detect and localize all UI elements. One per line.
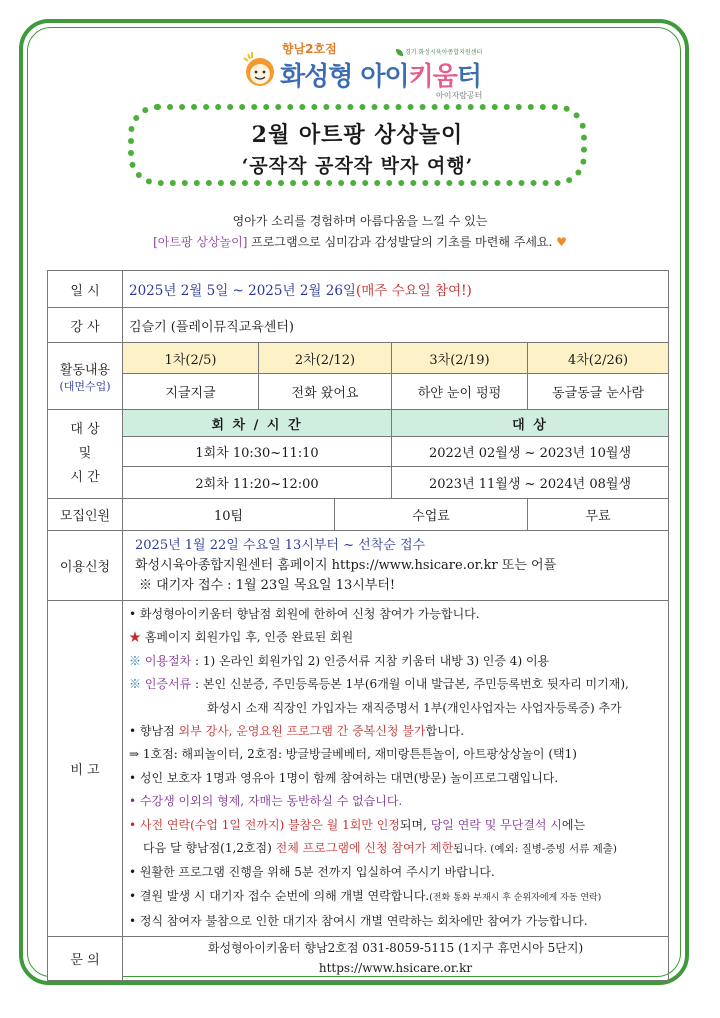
logo-title: 화성형 아이키움터 — [280, 62, 481, 92]
session-1: 1차(2/5) — [123, 343, 259, 374]
contact-label: 문 의 — [48, 936, 123, 980]
note-14: • 정식 참여자 불참으로 인한 대기자 참여시 개별 연락하는 회차에만 참여가 가능합니다. — [129, 914, 588, 929]
note-13: • 결원 발생 시 대기자 접수 순번에 의해 개별 연락합니다.(전화 통화 부재시 후 순위자에게 자동 연락) — [129, 888, 602, 903]
intro-line-1: 영아가 소리를 경험하며 아름다움을 느낄 수 있는 — [232, 214, 488, 228]
topic-4: 동글동글 눈사람 — [528, 374, 669, 410]
recruit-label: 모집인원 — [48, 499, 123, 531]
leaf-icon — [396, 49, 403, 56]
head-target: 대 상 — [392, 410, 669, 437]
apply-label: 이용신청 — [48, 531, 123, 601]
session-3: 3차(2/19) — [392, 343, 528, 374]
row-activity-topics — [48, 374, 669, 410]
apply-line-3: ※ 대기자 접수 : 1월 23일 목요일 13시부터! — [139, 577, 396, 593]
session-4: 4차(2/26) — [528, 343, 669, 374]
note-9: • 수강생 이외의 형제, 자매는 동반하실 수 없습니다. — [129, 794, 403, 809]
date-label: 일 시 — [48, 271, 123, 308]
contact-url[interactable]: https://www.hsicare.or.kr — [318, 961, 473, 976]
time-2: 2회차 11:20~12:00 — [123, 467, 392, 499]
note-7: ⇒ 1호점: 해피놀이터, 2호점: 방글방글베베터, 재미랑튼튼놀이, 아트팡상상놀이 (택1) — [129, 747, 577, 762]
note-10: • 사전 연락(수업 1일 전까지) 불참은 월 1회만 인정되며, 당일 연락 및 무단결석 시에는 — [129, 817, 586, 832]
notes-list — [123, 601, 669, 937]
head-time: 회 차 / 시 간 — [123, 410, 392, 437]
note-4: ※ 인증서류 : 본인 신분증, 주민등록등본 1부(6개월 이내 발급본, 주민등록번호 뒷자리 미기재), — [129, 677, 629, 692]
fee-value: 무료 — [528, 499, 669, 531]
heart-icon: ♥ — [556, 235, 567, 249]
target-2: 2023년 11월생 ~ 2024년 08월생 — [392, 467, 669, 499]
row-teacher — [48, 308, 669, 343]
info-table — [47, 270, 669, 981]
partner-logo: 경기 화성시육아종합지원센터 — [396, 47, 482, 56]
logo-tagline: 아이자람공터 — [436, 91, 483, 100]
row-apply — [48, 531, 669, 601]
time-1: 1회차 10:30~11:10 — [123, 437, 392, 467]
note-12: • 원활한 프로그램 진행을 위해 5분 전까지 입실하여 주시기 바랍니다. — [129, 865, 495, 880]
contact-line-1: 화성형아이키움터 향남2호점 031-8059-5115 (1지구 휴먼시아 5단지) — [207, 941, 584, 956]
note-2: ★ 홈페이지 회원가입 후, 인증 완료된 회원 — [129, 630, 354, 645]
apply-line-1: 2025년 1월 22일 수요일 13시부터 ~ 선착순 접수 — [135, 537, 426, 553]
row-date — [48, 271, 669, 308]
note-8: • 성인 보호자 1명과 영유아 1명이 함께 참여하는 대면(방문) 놀이프로그램입니다. — [129, 770, 559, 785]
star-icon: ★ — [129, 630, 142, 645]
page-subtitle: ‘공작작 공작작 박자 여행’ — [241, 155, 474, 177]
row-recruit — [48, 499, 669, 531]
note-6: • 향남점 외부 강사, 운영요원 프로그램 간 중복신청 불가합니다. — [129, 724, 465, 739]
target-1: 2022년 02월생 ~ 2023년 10월생 — [392, 437, 669, 467]
teacher-value: 김슬기 (플레이뮤직교육센터) — [123, 308, 669, 343]
page-title: 2월 아트팡 상상놀이 — [251, 122, 464, 148]
topic-2: 전화 왔어요 — [259, 374, 392, 410]
recruit-value: 10팀 — [123, 499, 335, 531]
apply-line-2: 화성시육아종합지원센터 홈페이지 https://www.hsicare.or.kr 또는 어플 — [135, 557, 557, 573]
brand-logo — [238, 36, 498, 100]
target-row-2 — [48, 467, 669, 499]
sun-face-icon — [238, 50, 280, 90]
notes-label: 비 고 — [48, 601, 123, 937]
row-target-head — [48, 410, 669, 437]
apply-value — [123, 531, 669, 601]
note-1: • 화성형아이키움터 향남점 회원에 한하여 신청 참여가 가능합니다. — [129, 607, 480, 621]
topic-1: 지글지글 — [123, 374, 259, 410]
intro-line-2: [아트팡 상상놀이] 프로그램으로 심미감과 감성발달의 기초를 마련해 주세요. ♥ — [153, 235, 567, 249]
title-box — [128, 104, 587, 186]
target-label: 대 상 및 시 간 — [48, 410, 123, 499]
note-3: ※ 이용절차 : 1) 온라인 회원가입 2) 인증서류 지참 키움터 내방 3) 인증 4) 이용 — [129, 653, 550, 668]
row-contact — [48, 936, 669, 980]
row-activity-sessions — [48, 343, 669, 374]
topic-3: 하얀 눈이 펑펑 — [392, 374, 528, 410]
session-2: 2차(2/12) — [259, 343, 392, 374]
teacher-label: 강 사 — [48, 308, 123, 343]
fee-label: 수업료 — [335, 499, 528, 531]
contact-value — [123, 936, 669, 980]
date-value: 2025년 2월 5일 ~ 2025년 2월 26일(매주 수요일 참여!) — [123, 271, 669, 308]
row-notes — [48, 601, 669, 937]
note-11: 다음 달 향남점(1,2호점) 전체 프로그램에 신청 참여가 제한됩니다. (예외: 질병-증빙 서류 제출) — [143, 841, 618, 856]
target-row-1 — [48, 437, 669, 467]
note-5: 화성시 소재 직장인 가입자는 재직증명서 1부(개인사업자는 사업자등록증) 추가 — [207, 700, 622, 715]
activity-label: 활동내용 (대면수업) — [48, 343, 123, 410]
logo-branch: 향남2호점 — [282, 42, 337, 56]
